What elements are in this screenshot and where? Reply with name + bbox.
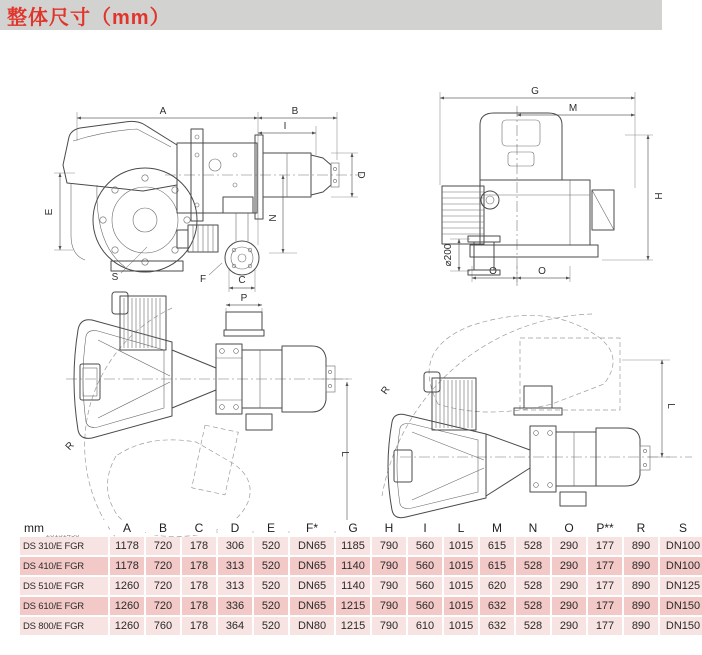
value-cell: 178 — [182, 557, 216, 575]
column-header: O — [552, 520, 586, 535]
value-cell: 313 — [218, 577, 252, 595]
value-cell: 528 — [516, 597, 550, 615]
value-cell: 1260 — [110, 617, 144, 635]
value-cell: 336 — [218, 597, 252, 615]
value-cell: 632 — [480, 597, 514, 615]
rear-view-drawing — [420, 80, 695, 295]
value-cell: 1140 — [336, 577, 370, 595]
value-cell: 177 — [588, 557, 622, 575]
top-view-left-ghost — [85, 308, 250, 538]
column-header: L — [444, 520, 478, 535]
value-cell: 178 — [182, 597, 216, 615]
value-cell: 890 — [624, 557, 658, 575]
side-view-dimension-lines — [44, 106, 366, 292]
dim-label-b: B — [291, 106, 299, 117]
value-cell: 520 — [254, 537, 288, 555]
value-cell: 177 — [588, 577, 622, 595]
dim-label-diameter: ⌀200 — [443, 243, 454, 267]
value-cell: 290 — [552, 577, 586, 595]
value-cell: 560 — [408, 577, 442, 595]
value-cell: 560 — [408, 557, 442, 575]
value-cell: 313 — [218, 557, 252, 575]
value-cell: 177 — [588, 617, 622, 635]
value-cell: 790 — [372, 557, 406, 575]
dim-label-r2: R — [379, 384, 393, 397]
value-cell: 1015 — [444, 537, 478, 555]
dim-label-i: I — [283, 121, 287, 132]
value-cell: 615 — [480, 557, 514, 575]
value-cell: 610 — [408, 617, 442, 635]
value-cell: DN100 — [660, 557, 702, 575]
dim-label-r: R — [63, 439, 77, 453]
value-cell: 790 — [372, 577, 406, 595]
value-cell: 178 — [182, 577, 216, 595]
value-cell: 520 — [254, 617, 288, 635]
dim-label-f: F — [199, 274, 207, 285]
value-cell: 1215 — [336, 617, 370, 635]
value-cell: 620 — [480, 577, 514, 595]
dim-label-d: D — [355, 171, 366, 179]
value-cell: 760 — [146, 617, 180, 635]
value-cell: DN80 — [290, 617, 334, 635]
value-cell: 1185 — [336, 537, 370, 555]
value-cell: 528 — [516, 557, 550, 575]
value-cell: 790 — [372, 597, 406, 615]
column-header: N — [516, 520, 550, 535]
column-header: E — [254, 520, 288, 535]
dim-label-e: E — [44, 208, 55, 216]
value-cell: 632 — [480, 617, 514, 635]
dim-label-c: C — [238, 275, 246, 286]
model-cell: DS 800/E FGR — [20, 617, 108, 635]
value-cell: DN150 — [660, 617, 702, 635]
value-cell: 720 — [146, 557, 180, 575]
value-cell: 1015 — [444, 577, 478, 595]
value-cell: 290 — [552, 617, 586, 635]
table-row — [20, 597, 702, 615]
model-cell: DS 610/E FGR — [20, 597, 108, 615]
value-cell: DN65 — [290, 537, 334, 555]
column-header: M — [480, 520, 514, 535]
value-cell: 1260 — [110, 597, 144, 615]
value-cell: 1015 — [444, 557, 478, 575]
rear-view-dimension-lines — [440, 86, 663, 282]
side-view-burner-body — [63, 121, 361, 275]
value-cell: 306 — [218, 537, 252, 555]
model-cell: DS 510/E FGR — [20, 577, 108, 595]
page-header — [0, 0, 662, 30]
value-cell: 178 — [182, 617, 216, 635]
value-cell: DN65 — [290, 557, 334, 575]
column-header: F* — [290, 520, 334, 535]
side-view-drawing — [25, 85, 365, 313]
value-cell: 364 — [218, 617, 252, 635]
value-cell: 1015 — [444, 597, 478, 615]
dim-label-h: H — [652, 192, 663, 200]
model-cell: DS 310/E FGR — [20, 537, 108, 555]
value-cell: 720 — [146, 577, 180, 595]
value-cell: 890 — [624, 617, 658, 635]
dim-label-n: N — [268, 214, 279, 222]
value-cell: DN100 — [660, 537, 702, 555]
value-cell: 520 — [254, 597, 288, 615]
value-cell: 1178 — [110, 537, 144, 555]
value-cell: 177 — [588, 537, 622, 555]
column-header: I — [408, 520, 442, 535]
column-header: D — [218, 520, 252, 535]
value-cell: DN150 — [660, 597, 702, 615]
column-header: A — [110, 520, 144, 535]
table-row — [20, 537, 702, 555]
value-cell: 528 — [516, 577, 550, 595]
table-header-row — [20, 520, 702, 535]
value-cell: 790 — [372, 537, 406, 555]
column-header: C — [182, 520, 216, 535]
value-cell: 528 — [516, 537, 550, 555]
column-header: G — [336, 520, 370, 535]
column-header: S — [660, 520, 702, 535]
unit-header: mm — [20, 520, 108, 535]
value-cell: 560 — [408, 597, 442, 615]
value-cell: 890 — [624, 537, 658, 555]
value-cell: 520 — [254, 557, 288, 575]
value-cell: 1260 — [110, 577, 144, 595]
value-cell: DN65 — [290, 577, 334, 595]
dim-label-m: M — [568, 103, 578, 114]
dimensions-table — [18, 518, 702, 637]
value-cell: 520 — [254, 577, 288, 595]
value-cell: 890 — [624, 577, 658, 595]
value-cell: 1015 — [444, 617, 478, 635]
table-row — [20, 617, 702, 635]
top-view-open-left-drawing — [20, 288, 355, 540]
table-body — [20, 537, 702, 635]
table-row — [20, 577, 702, 595]
value-cell: 720 — [146, 597, 180, 615]
value-cell: 1140 — [336, 557, 370, 575]
dim-label-p: P — [240, 293, 248, 304]
value-cell: DN65 — [290, 597, 334, 615]
value-cell: 720 — [146, 537, 180, 555]
page-title: 整体尺寸（mm） — [7, 6, 171, 29]
dim-label-o2: O — [538, 266, 546, 277]
dim-label-s: S — [111, 272, 119, 283]
value-cell: 1215 — [336, 597, 370, 615]
value-cell: 290 — [552, 557, 586, 575]
value-cell: DN125 — [660, 577, 702, 595]
top-view-open-right-drawing — [352, 308, 702, 553]
drawings-area — [0, 30, 702, 518]
value-cell: 290 — [552, 537, 586, 555]
value-cell: 1178 — [110, 557, 144, 575]
dim-label-a: A — [159, 106, 167, 117]
dim-label-l: L — [339, 451, 350, 457]
rear-view-burner-body — [442, 106, 614, 286]
column-header: B — [146, 520, 180, 535]
column-header: P** — [588, 520, 622, 535]
value-cell: 615 — [480, 537, 514, 555]
top-view-left-burner-body — [66, 292, 350, 438]
table-row — [20, 557, 702, 575]
value-cell: 290 — [552, 597, 586, 615]
dim-label-l2: L — [665, 403, 676, 409]
column-header: H — [372, 520, 406, 535]
value-cell: 890 — [624, 597, 658, 615]
value-cell: 790 — [372, 617, 406, 635]
dim-label-o1: O — [489, 266, 497, 277]
value-cell: 177 — [588, 597, 622, 615]
value-cell: 178 — [182, 537, 216, 555]
dim-label-g: G — [531, 86, 539, 97]
top-view-right-ghost — [382, 314, 620, 496]
column-header: R — [624, 520, 658, 535]
value-cell: 528 — [516, 617, 550, 635]
model-cell: DS 410/E FGR — [20, 557, 108, 575]
value-cell: 560 — [408, 537, 442, 555]
